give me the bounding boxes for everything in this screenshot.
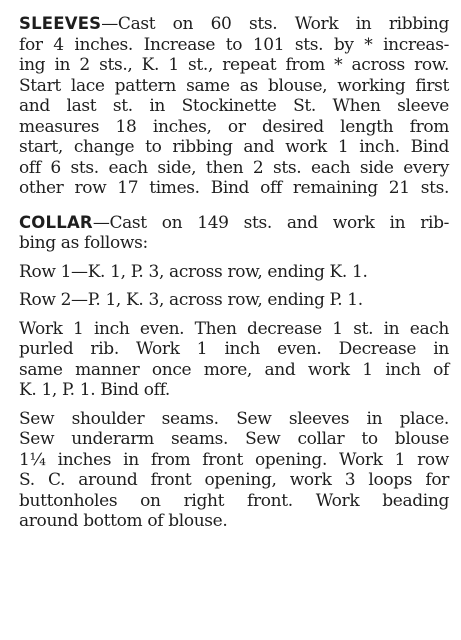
work-even-line: K. 1, P. 1. Bind off. xyxy=(19,380,170,400)
sleeves-line: —Cast on 60 sts. Work in ribbing xyxy=(101,14,449,34)
sleeves-line: Start lace pattern same as blouse, working first xyxy=(19,75,449,96)
finishing-line: Sew shoulder seams. Sew sleeves in place. xyxy=(19,408,449,429)
finishing-line: S. C. around front opening, work 3 loops for xyxy=(19,470,449,490)
row-2-instruction: Row 2—P. 1, K. 3, across row, ending P. 1. xyxy=(19,290,363,310)
collar-line: —Cast on 149 sts. and work in rib- xyxy=(92,212,449,233)
sleeves-line: other row 17 times. Bind off remaining 21 sts. xyxy=(19,178,449,198)
finishing-line: around bottom of blouse. xyxy=(19,511,228,531)
work-even-line: Work 1 inch even. Then decrease 1 st. in each xyxy=(19,318,449,339)
sleeves-line: measures 18 inches, or desired length from xyxy=(19,116,449,137)
sleeves-heading: SLEEVES xyxy=(19,14,102,33)
work-even-line: purled rib. Work 1 inch even. Decrease in xyxy=(19,339,449,359)
collar-paragraph xyxy=(19,213,449,254)
sleeves-line: for 4 inches. Increase to 101 sts. by * increas- xyxy=(19,34,449,55)
work-even-line: same manner once more, and work 1 inch of xyxy=(19,359,449,380)
finishing-line: buttonholes on right front. Work beading xyxy=(19,490,449,511)
finishing-line: Sew underarm seams. Sew collar to blouse xyxy=(19,429,449,449)
collar-line: bing as follows: xyxy=(19,233,148,253)
finishing-paragraph xyxy=(19,409,449,532)
sleeves-line: ing in 2 sts., K. 1 st., repeat from * across row. xyxy=(19,55,449,75)
sleeves-line: off 6 sts. each side, then 2 sts. each side every xyxy=(19,157,449,178)
finishing-line: 1¼ inches in from front opening. Work 1 row xyxy=(19,449,449,470)
sleeves-line: and last st. in Stockinette St. When sleeve xyxy=(19,96,449,116)
work-even-paragraph xyxy=(19,319,449,401)
collar-heading: COLLAR xyxy=(19,212,93,232)
row-1-instruction: Row 1—K. 1, P. 3, across row, ending K. 1. xyxy=(19,261,368,282)
sleeves-paragraph xyxy=(19,14,449,199)
sleeves-line: start, change to ribbing and work 1 inch. Bind xyxy=(19,137,449,157)
